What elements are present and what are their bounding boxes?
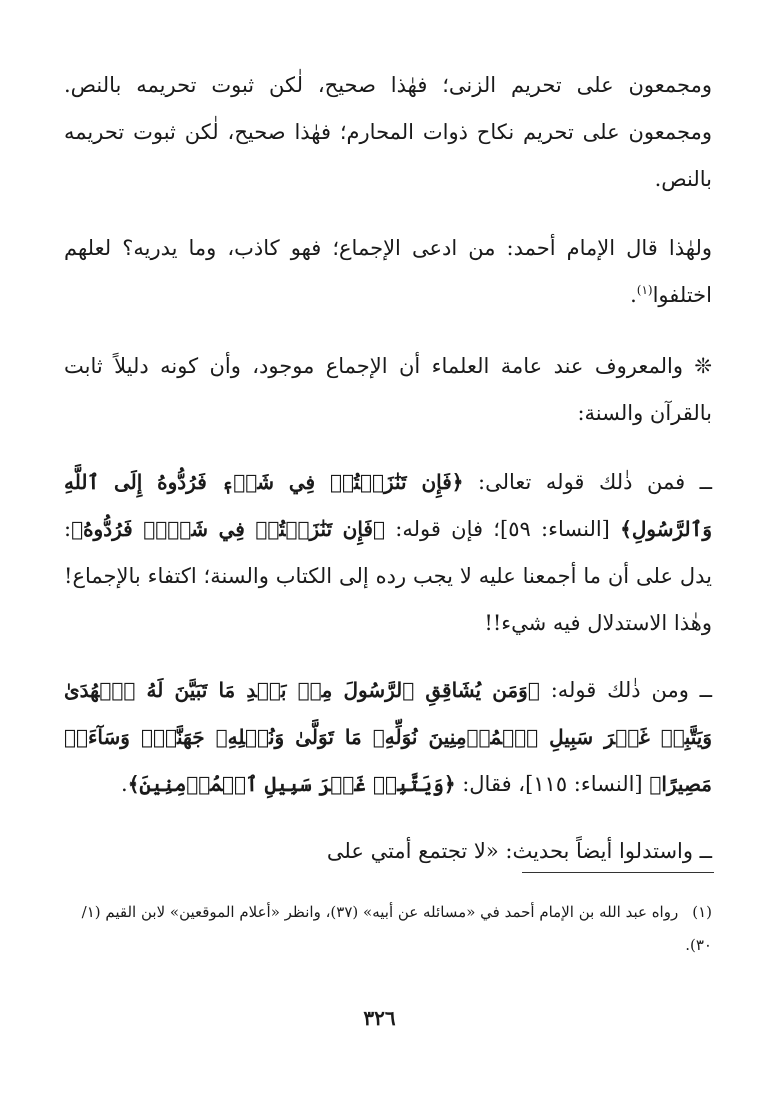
second-evidence-intro: ــ ومن ذٰلك قوله: (539, 678, 712, 702)
page-number: ٣٢٦ (363, 1006, 396, 1030)
quran-verse-nisa-115: ﴿وَمَن يُشَاقِقِ ٱلرَّسُولَ مِنۢ بَعۡدِ مَا تَبَيَّنَ لَهُ ٱلۡهُدَىٰ وَيَتَّبِعۡ غَيۡرَ سَبِيلِ ٱلۡمُؤۡمِنِينَ نُوَلِّهِۦ مَا تَوَلَّىٰ وَنُصۡلِهِۦ جَهَنَّمَۖ وَسَآءَتۡ مَصِيرًا﴾ (64, 678, 712, 796)
paragraph-consensus-examples: ومجمعون على تحريم الزنى؛ فهٰذا صحيح، لٰكن ثبوت تحريمه بالنص. ومجمعون على تحريم نكاح ذوات المحارم؛ فهٰذا صحيح، لٰكن ثبوت تحريمه بالنص. (64, 73, 712, 191)
paragraph-consensus-evidence: ❊ والمعروف عند عامة العلماء أن الإجماع موجود، وأن كونه دليلاً ثابت بالقرآن والسنة: (64, 354, 712, 425)
sentence-end: . (121, 772, 128, 796)
page-body (64, 62, 712, 897)
paragraph-first-evidence (64, 459, 712, 647)
verse-reference-59: [النساء: ٥٩]؛ فإن قوله: (385, 517, 621, 541)
footnote-number: (١) (692, 903, 712, 921)
imam-ahmad-text: ولهٰذا قال الإمام أحمد: من ادعى الإجماع؛ فهو كاذب، وما يدريه؟ لعلهم اختلفوا (64, 236, 712, 307)
footnote (64, 896, 712, 962)
quran-verse-nisa-59-excerpt: ﴿فَإِن تَنَٰزَعۡتُمۡ فِي شَيۡءٖ فَرُدُّوهُ﴾ (71, 517, 385, 541)
footnote-text: رواه عبد الله بن الإمام أحمد في «مسائله عن أبيه» (٣٧)، وانظر «أعلام الموقعين» لابن القيم (١/ ٣٠). (81, 903, 712, 954)
paragraph-imam-ahmad-quote (64, 225, 712, 319)
first-evidence-explanation: : يدل على أن ما أجمعنا عليه لا يجب رده إلى الكتاب والسنة؛ اكتفاء بالإجماع! وهٰذا الاستدلال فيه شيء!! (64, 517, 712, 635)
paragraph-hadith-evidence: ــ واستدلوا أيضاً بحديث: «لا تجتمع أمتي على (326, 839, 712, 863)
quran-verse-nisa-115-excerpt: ﴿وَيَتَّبِعۡ غَيۡرَ سَبِيلِ ٱلۡمُؤۡمِنِينَ﴾ (127, 772, 456, 796)
first-evidence-intro: ــ فمن ذٰلك قوله تعالى: (463, 470, 712, 494)
paragraph-second-evidence (64, 667, 712, 808)
verse-reference-115: [النساء: ١١٥]، فقال: (455, 772, 650, 796)
footnote-divider (522, 872, 714, 873)
sentence-end: . (630, 283, 637, 307)
quran-verse-nisa-59: ﴿فَإِن تَنَٰزَعۡتُمۡ فِي شَيۡءٖ فَرُدُّوهُ إِلَى ٱللَّهِ وَٱلرَّسُولِ﴾ (64, 470, 713, 541)
footnote-marker[interactable]: (١) (636, 283, 653, 297)
